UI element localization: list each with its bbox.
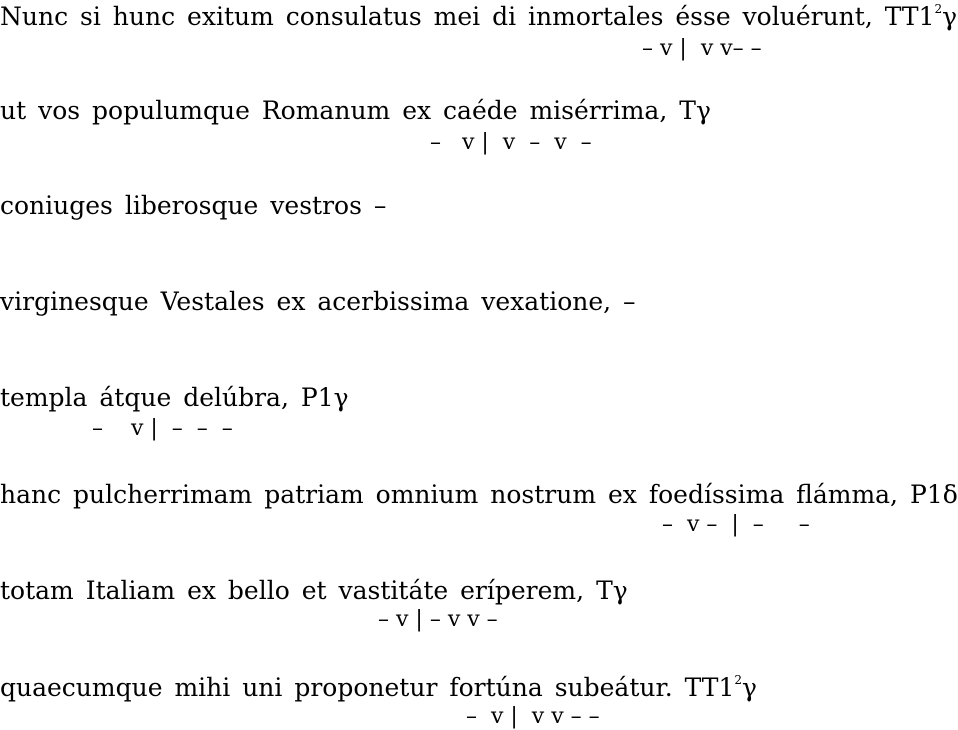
verse-line-3: [0, 191, 386, 221]
verse-line-7: [0, 576, 628, 606]
verse-line-4: [0, 287, 636, 317]
manuscript-tag: Tγ: [596, 576, 628, 605]
meter-notation-2: – v | v – v –: [430, 130, 592, 155]
verse-text: virginesque Vestales ex acerbissima vexatione, –: [0, 287, 636, 316]
meter-notation-8: – v | v v – –: [466, 704, 600, 729]
verse-text: totam Italiam ex bello et vastitáte eríperem,: [0, 576, 585, 605]
verse-line-8: [0, 673, 757, 703]
verse-text: Nunc si hunc exitum consulatus mei di inmortales ésse voluérunt,: [0, 2, 873, 31]
verse-line-5: [0, 383, 349, 413]
meter-notation-6: – v – | – –: [662, 512, 810, 537]
verse-text: hanc pulcherrimam patriam omnium nostrum ex foedíssima flámma,: [0, 480, 899, 509]
manuscript-tag: Tγ: [679, 96, 711, 125]
verse-text: templa átque delúbra,: [0, 383, 289, 412]
verse-line-6: [0, 480, 958, 510]
manuscript-tag: $TT1^2\gamma$: [884, 2, 958, 31]
manuscript-tag: $TT1^2\gamma$: [684, 673, 757, 702]
meter-notation-7: – v | – v v –: [378, 607, 498, 632]
manuscript-tag: P1γ: [300, 383, 349, 412]
manuscript-tag: P1δ: [910, 480, 958, 509]
meter-notation-1: – v | v v– –: [642, 36, 762, 61]
verse-line-2: [0, 96, 711, 126]
verse-text: quaecumque mihi uni proponetur fortúna subeátur.: [0, 673, 673, 702]
meter-notation-5: – v | – – –: [92, 416, 233, 441]
verse-text: ut vos populumque Romanum ex caéde misérrima,: [0, 96, 668, 125]
verse-line-1: [0, 2, 957, 32]
verse-text: coniuges liberosque vestros –: [0, 191, 387, 220]
